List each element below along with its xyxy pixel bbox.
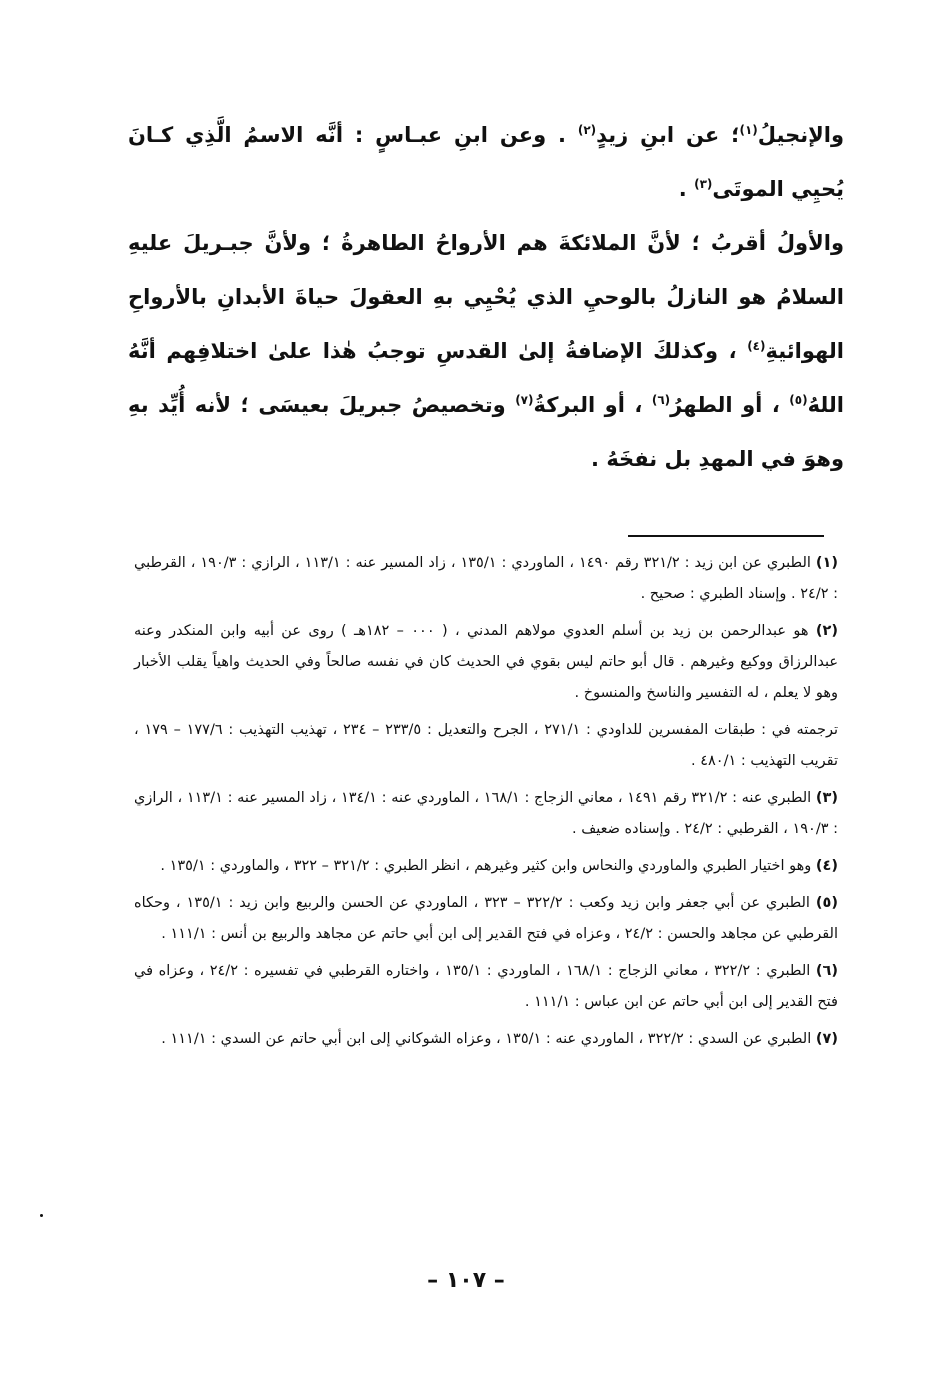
footnote-text: ترجمته في : طبقات المفسرين للداودي : ٢٧١/١ ، الجرح والتعديل : ٢٣٣/٥ – ٢٣٤ ، تهذيب التهذيب : ١٧٧/٦ – ١٧٩ ، تقريب التهذيب : ٤٨٠/١ . bbox=[134, 722, 839, 769]
footnote-2-bio bbox=[134, 715, 838, 777]
footnote-7 bbox=[134, 1024, 838, 1055]
main-text-span: ، وكذلكَ الإضافةُ إلىٰ القدسِ توجبُ هٰذا علىٰ اختلافِهم أنَّهُ اللهُ bbox=[128, 339, 844, 417]
footnote-text: الطبري عن أبي جعفر وابن زيد وكعب : ٣٢٢/٢ – ٣٢٣ ، الماوردي عن الحسن والربيع وابن زيد : ١٣٥/١ ، وحكاه القرطبي عن مجاهد والحسن : ٢٤/٢ ، وعزاه في فتح القدير إلى ابن أبي حاتم عن مجاهد والربيع بن أنس : ١١١/١ . bbox=[134, 895, 838, 942]
main-paragraph-1 bbox=[128, 108, 844, 216]
main-text-span: . bbox=[678, 177, 695, 201]
footnote-text: الطبري عن ابن زيد : ٣٢١/٢ رقم ١٤٩٠ ، الماوردي : ١٣٥/١ ، زاد المسير عنه : ١١٣/١ ، الرازي : ١٩٠/٣ ، القرطبي : ٢٤/٢ . وإسناد الطبري : صحيح . bbox=[134, 555, 838, 602]
footnote-ref-5[interactable]: (٥) bbox=[789, 393, 808, 407]
main-text-span: ، أو الطهرُ bbox=[670, 393, 790, 417]
footnote-number: (٦) bbox=[815, 963, 839, 979]
main-text bbox=[128, 108, 844, 486]
footnote-number: (١) bbox=[815, 555, 838, 571]
footnote-3 bbox=[134, 783, 838, 845]
scan-speck bbox=[40, 1214, 43, 1217]
footnote-text: وهو اختيار الطبري والماوردي والنحاس وابن كثير وغيرهم ، انظر الطبري : ٣٢١/٢ – ٣٢٢ ، والماوردي : ١٣٥/١ . bbox=[160, 858, 812, 874]
footnote-4 bbox=[134, 851, 838, 882]
footnote-number: (٥) bbox=[815, 895, 839, 911]
footnote-separator bbox=[628, 535, 824, 537]
main-text-span: . وعن ابنِ عبـاسٍ : أنَّه الاسمُ الَّذِي كـانَ يُحيِي الموتَى bbox=[128, 123, 844, 201]
main-paragraph-2 bbox=[128, 216, 844, 486]
footnote-ref-3[interactable]: (٣) bbox=[694, 177, 713, 191]
footnote-text: الطبري : ٣٢٢/٢ ، معاني الزجاج : ١٦٨/١ ، الماوردي : ١٣٥/١ ، واختاره القرطبي في تفسيره : ٢٤/٢ ، وعزاه في فتح القدير إلى ابن أبي حاتم عن ابن عباس : ١١١/١ . bbox=[134, 963, 838, 1010]
main-text-span: ، أو البركةُ bbox=[533, 393, 652, 417]
footnote-2 bbox=[134, 616, 838, 709]
footnote-text: الطبري عن السدي : ٣٢٢/٢ ، الماوردي عنه : ١٣٥/١ ، وعزاه الشوكاني إلى ابن أبي حاتم عن السدي : ١١١/١ . bbox=[161, 1031, 812, 1047]
main-text-span: وتخصيصُ جبريلَ بعيسَى ؛ لأنه أُيِّد بهِ وهوَ في المهدِ بل نفخَهُ . bbox=[128, 393, 844, 471]
footnote-number: (٣) bbox=[815, 790, 838, 806]
footnote-number: (٤) bbox=[815, 858, 838, 874]
footnote-number: (٧) bbox=[815, 1031, 838, 1047]
footnote-ref-1[interactable]: (١) bbox=[739, 123, 758, 137]
footnote-1 bbox=[134, 548, 838, 610]
footnote-ref-4[interactable]: (٤) bbox=[747, 339, 766, 353]
footnote-6 bbox=[134, 956, 838, 1018]
footnote-number: (٢) bbox=[815, 623, 839, 639]
main-text-span: والأولُ أقربُ ؛ لأنَّ الملائكةَ هم الأرواحُ الطاهرةُ ؛ ولأنَّ جبـريلَ عليهِ السلامُ هو النازلُ بالوحيِ الذي يُحْيِي بهِ العقولَ حياةَ الأبدانِ بالأرواحِ الهوائيةِ bbox=[128, 231, 844, 363]
footnote-text: هو عبدالرحمن بن زيد بن أسلم العدوي مولاهم المدني ، ( ٠٠٠ – ١٨٢هـ ) روى عن أبيه وابن المنكدر وعنه عبدالرزاق ووكيع وغيرهم . قال أبو حاتم ليس بقوي في الحديث كان في نفسه صالحاً وفي الحديث واهياً يقلب الأخبار وهو لا يعلم ، له التفسير والناسخ والمنسوخ . bbox=[134, 623, 838, 701]
footnote-ref-7[interactable]: (٧) bbox=[515, 393, 534, 407]
main-text-span: والإنجيلُ bbox=[757, 123, 844, 147]
main-text-span: ؛ عن ابنِ زيدٍ bbox=[596, 123, 740, 147]
page-number: – ١٠٧ – bbox=[427, 1268, 505, 1293]
footnote-text: الطبري عنه : ٣٢١/٢ رقم ١٤٩١ ، معاني الزجاج : ١٦٨/١ ، الماوردي عنه : ١٣٤/١ ، زاد المسير عنه : ١١٣/١ ، الرازي : ١٩٠/٣ ، القرطبي : ٢٤/٢ . وإسناده ضعيف . bbox=[134, 790, 838, 837]
footnote-ref-6[interactable]: (٦) bbox=[651, 393, 671, 407]
footnote-5 bbox=[134, 888, 838, 950]
footnotes bbox=[134, 548, 838, 1061]
footnote-ref-2[interactable]: (٢) bbox=[577, 123, 597, 137]
